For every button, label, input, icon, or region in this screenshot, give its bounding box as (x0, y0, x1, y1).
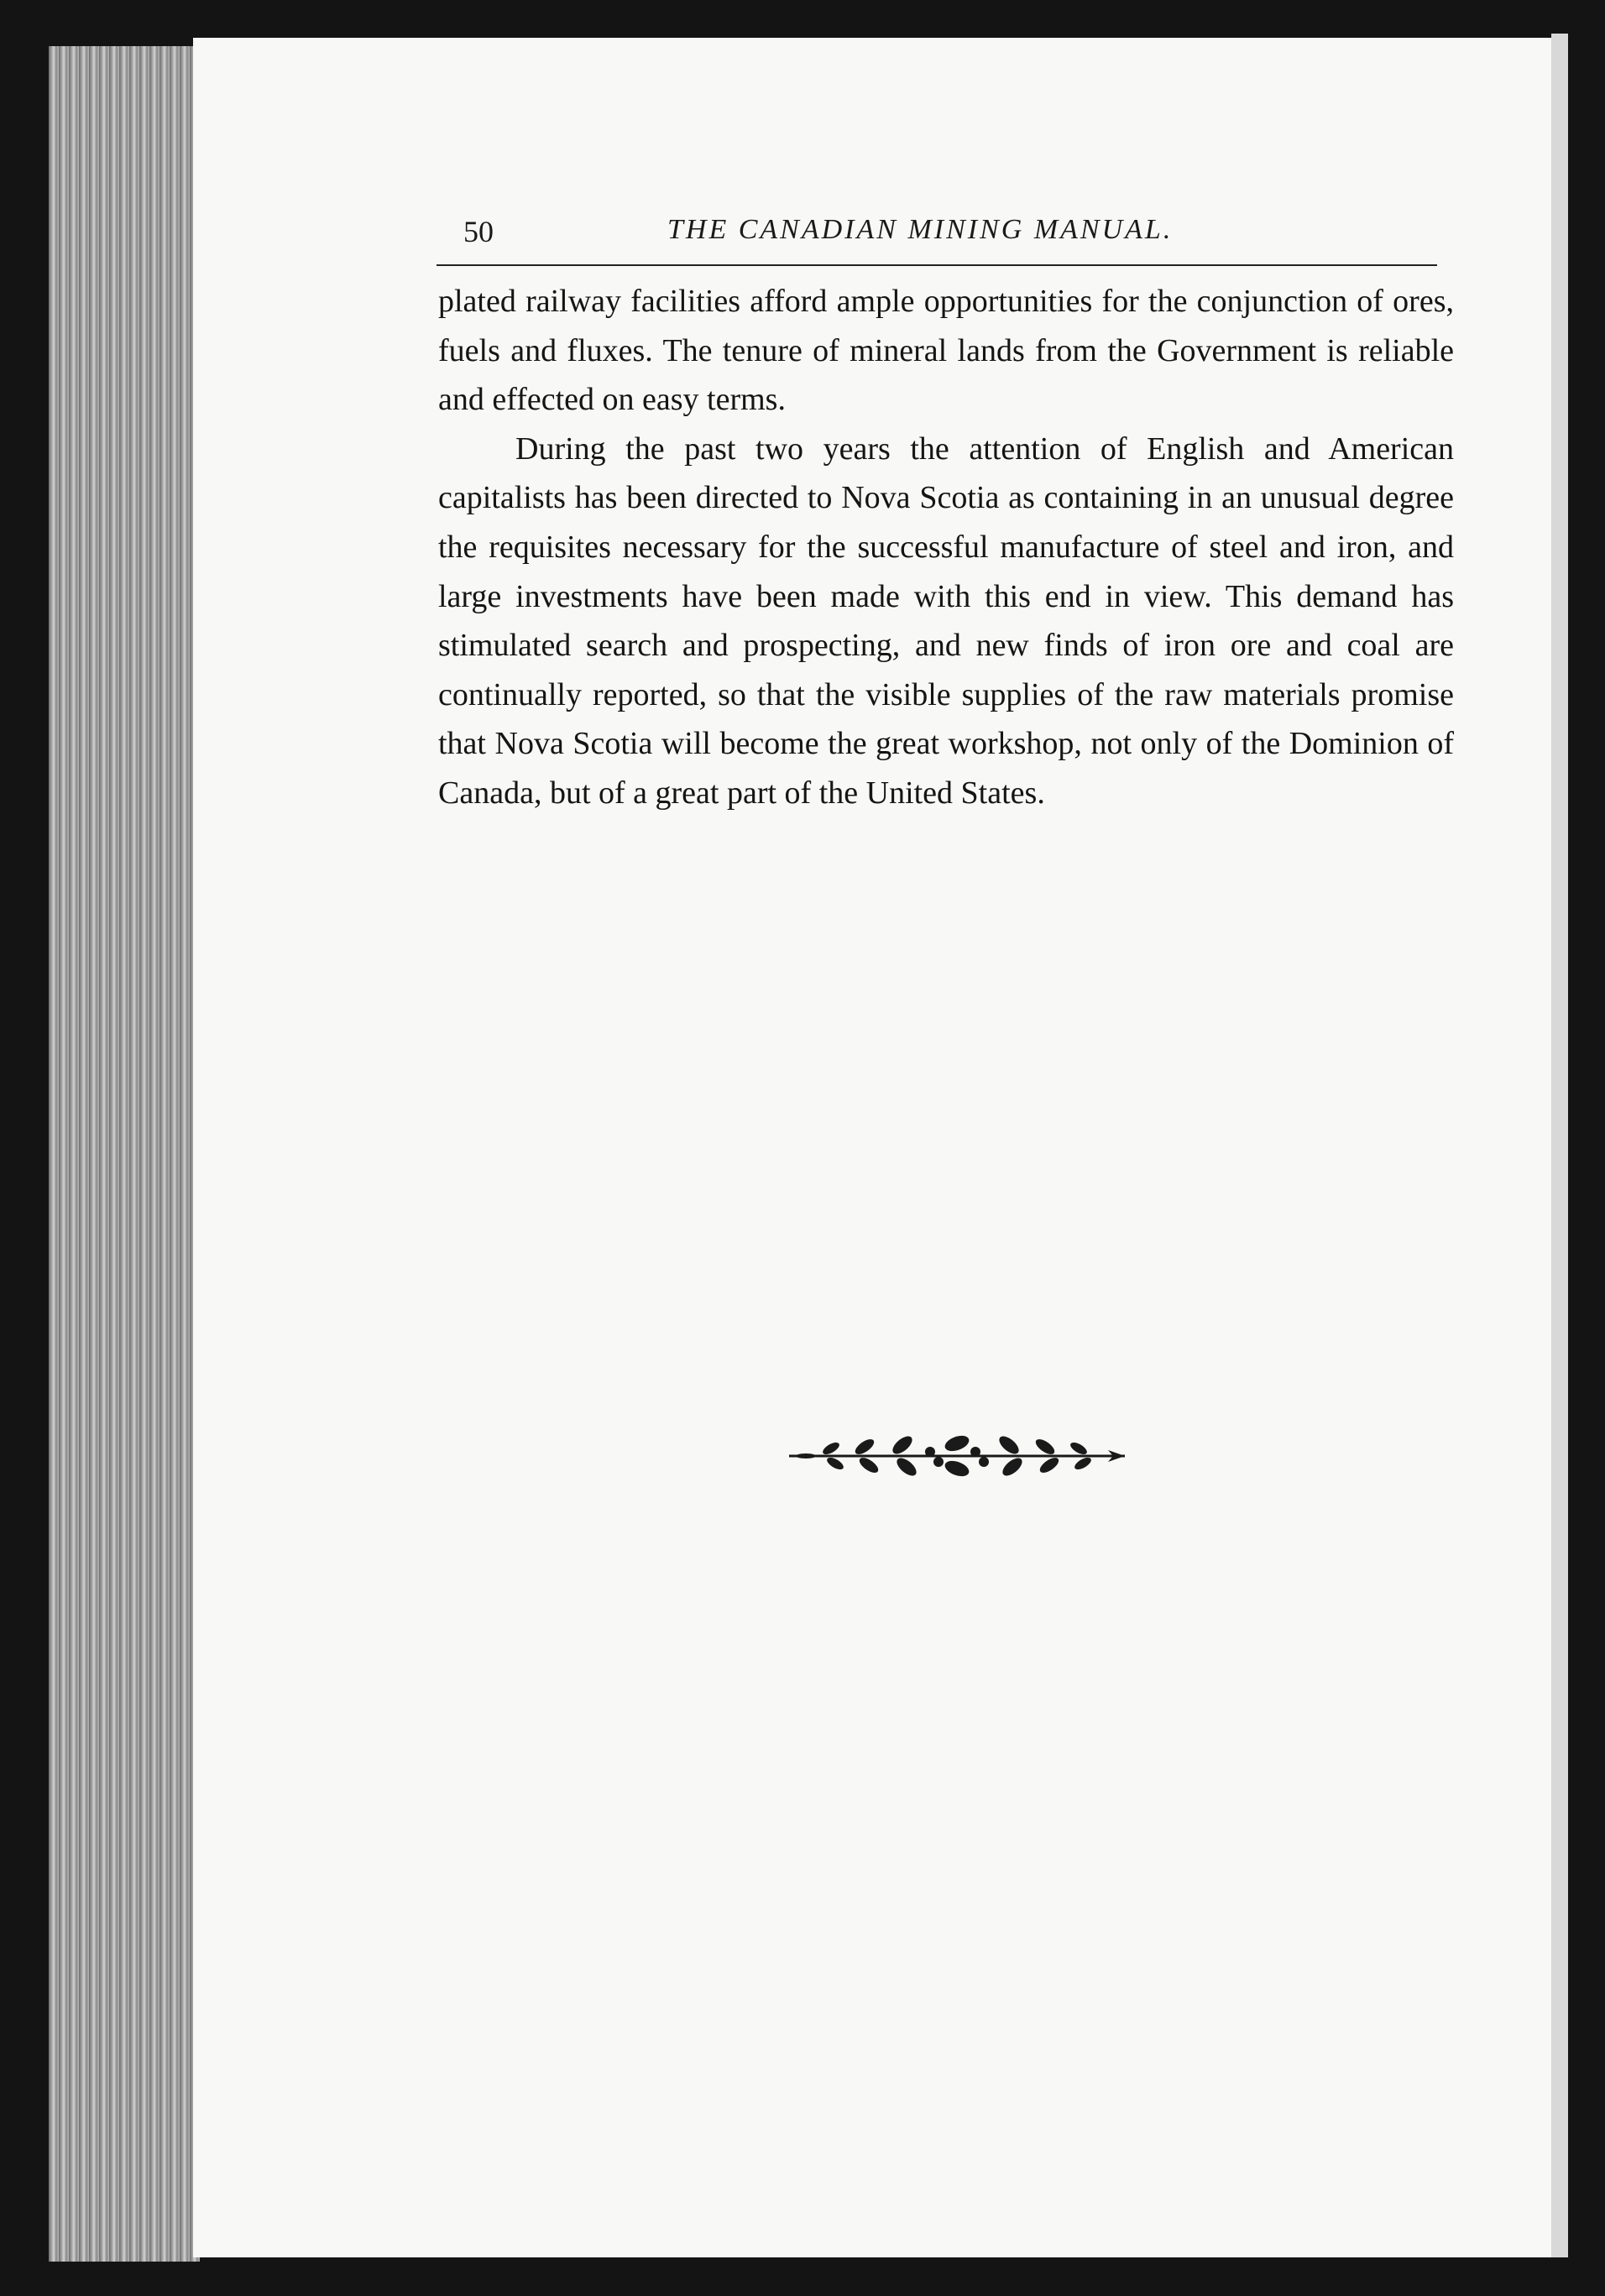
page-number: 50 (463, 215, 494, 248)
page-edges (49, 46, 200, 2262)
running-title: THE CANADIAN MINING MANUAL. (667, 214, 1174, 245)
header-rule (437, 264, 1437, 266)
facing-page-edge (1551, 34, 1568, 2257)
running-header (437, 214, 1435, 264)
leaf-vine-fleuron-icon (789, 1427, 1125, 1485)
paragraph: During the past two years the attention of English and American capitalists has been directed to Nova Scotia as containing in an unusual degree the requisites necessary for the successful manufacture of steel and iron, and large investments have been made with this end in view. This demand has stimulated search and prospecting, and new finds of iron ore and coal are continually reported, so that the visible supplies of the raw materials promise that Nova Scotia will become the great workshop, not only of the Dominion of Canada, but of a great part of the United States. (438, 430, 1454, 811)
body-text (438, 277, 1454, 818)
paragraph: plated railway facilities afford ample opportunities for the conjunction of ores, fuels and fluxes. The tenure of mineral lands from the Government is reliable and effected on easy terms. (438, 284, 1454, 418)
